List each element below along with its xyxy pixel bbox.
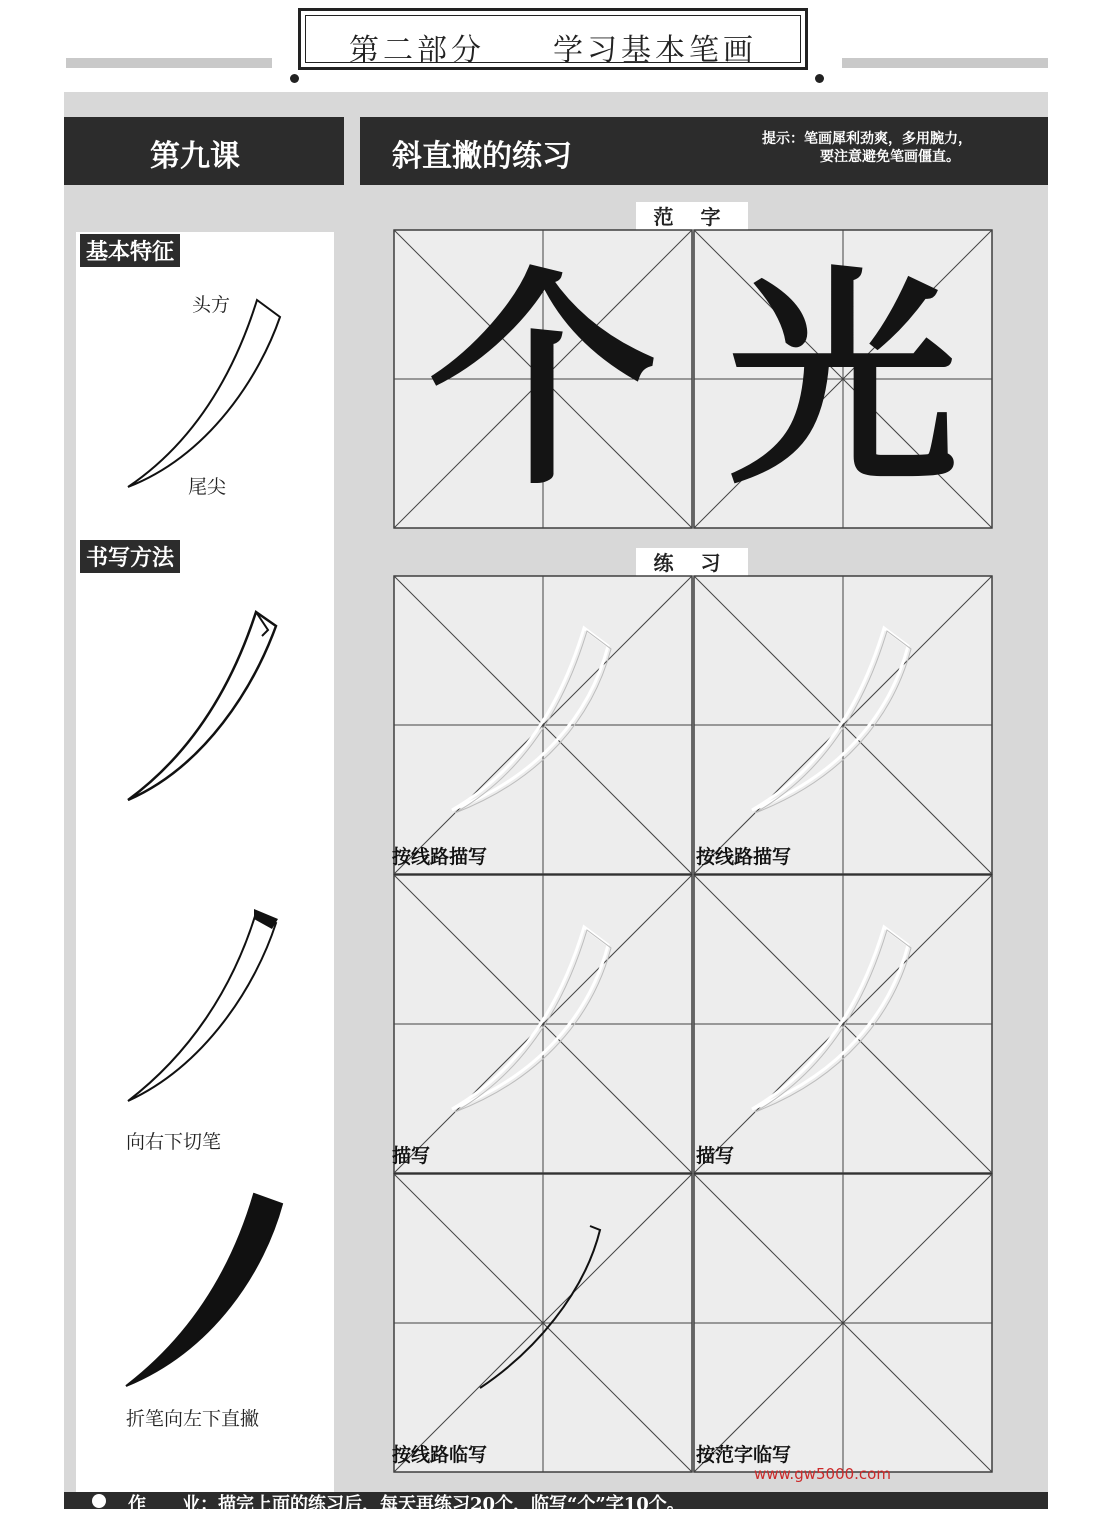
features-title: 基本特征 [80, 234, 180, 267]
practice-cell-label: 按范字临写 [696, 1444, 792, 1466]
lesson-title: 斜直撇的练习 [392, 139, 572, 174]
step3-caption: 折笔向左下直撇 [126, 1408, 260, 1430]
practice-cell [394, 875, 692, 1173]
model-character: 光 [727, 246, 958, 516]
practice-cell [694, 1174, 992, 1472]
head-label: 头方 [192, 294, 231, 316]
header-rule-right [842, 58, 1048, 68]
header-dot-left [290, 74, 299, 83]
step2-caption: 向右下切笔 [126, 1131, 222, 1153]
lesson-number: 第九课 [150, 139, 240, 174]
stroke-feature-illustration [120, 295, 290, 495]
stroke-step3-illustration [120, 1190, 290, 1390]
lesson-number-bar [64, 117, 344, 185]
practice-cell-label: 按线路临写 [392, 1444, 488, 1466]
header-rule-left [66, 58, 272, 68]
footer-bullet-icon [92, 1494, 106, 1508]
hint-line-2: 要注意避免笔画僵直。 [820, 149, 960, 165]
practice-cell [694, 576, 992, 874]
practice-cell-label: 描写 [392, 1145, 431, 1167]
method-title: 书写方法 [80, 540, 180, 573]
practice-cell [694, 875, 992, 1173]
practice-cell-label: 按线路描写 [392, 846, 488, 868]
stroke-step1-illustration [120, 606, 290, 806]
header-dot-right [815, 74, 824, 83]
model-title: 范 字 [636, 202, 748, 232]
practice-cell-label: 描写 [696, 1145, 735, 1167]
lesson-hint [762, 130, 1042, 166]
practice-title: 练 习 [636, 548, 748, 578]
practice-grid [390, 576, 996, 1472]
part-title-box [298, 8, 808, 70]
hint-line-1: 提示：笔画犀利劲爽，多用腕力， [762, 131, 972, 147]
part-title: 第二部分 学习基本笔画 [349, 33, 757, 68]
homework-text: 作 业：描完上面的练习后，每天再练习20个，临写“个”字10个。 [128, 1494, 685, 1515]
practice-cell [394, 576, 692, 874]
stroke-step2-illustration [120, 905, 290, 1105]
watermark: www.gw5000.com [754, 1465, 891, 1483]
practice-cell-label: 按线路描写 [696, 846, 792, 868]
practice-cell [394, 1174, 692, 1472]
tail-label: 尾尖 [188, 476, 227, 498]
model-character: 个 [427, 246, 658, 516]
